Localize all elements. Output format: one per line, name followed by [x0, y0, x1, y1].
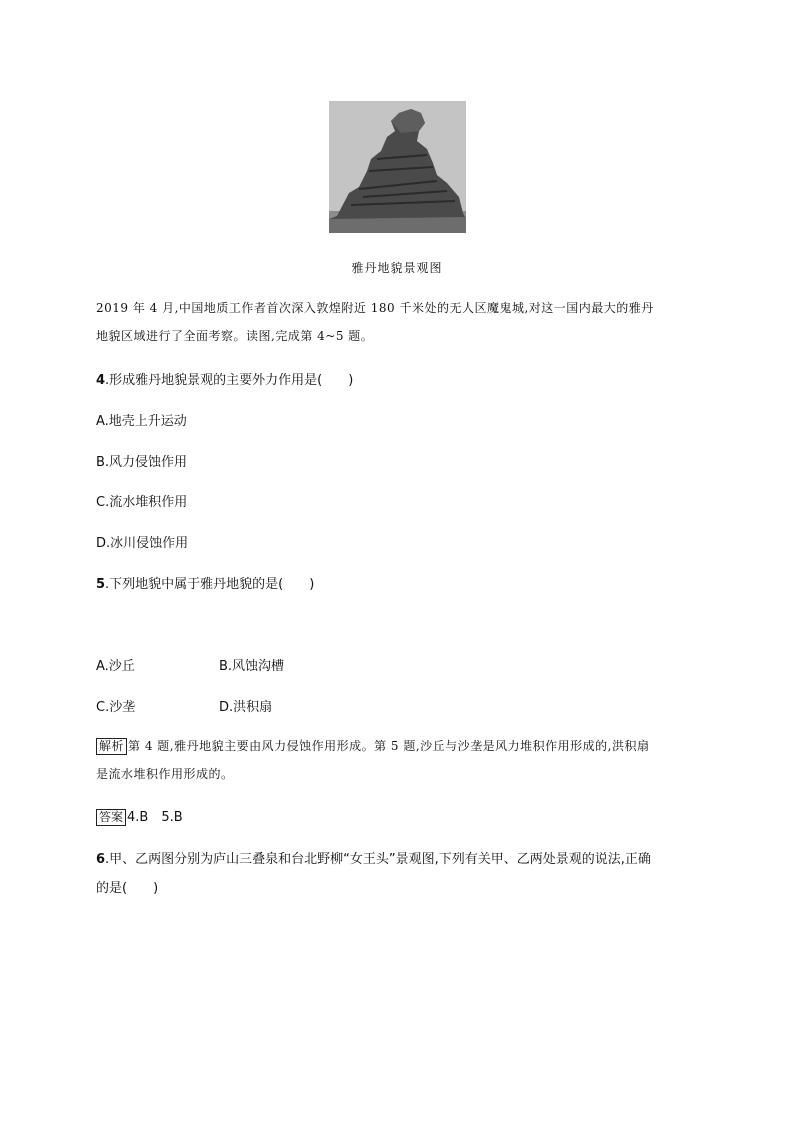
q5-option-d: D.洪积扇: [219, 700, 273, 715]
question-6-line-1: [96, 845, 700, 874]
intro-paragraph: [96, 294, 700, 350]
analysis-block: [96, 732, 700, 788]
yardang-rock-icon: [329, 101, 466, 233]
yardang-landform-photo: [329, 101, 466, 233]
question-5-number: 5: [96, 577, 106, 592]
q4-option-c: C.流水堆积作用: [96, 495, 188, 510]
q4-option-d: D.冰川侵蚀作用: [96, 536, 189, 551]
answer-block: [96, 806, 183, 826]
analysis-text-1: 第 4 题,雅丹地貌主要由风力侵蚀作用形成。第 5 题,沙丘与沙垄是风力堆积作用形成的,洪积扇: [128, 739, 650, 753]
analysis-line-1: [96, 732, 700, 760]
answer-tag: 答案: [96, 809, 126, 826]
question-5-text: .下列地貌中属于雅丹地貌的是( ): [105, 577, 315, 592]
question-6-number: 6: [96, 852, 106, 867]
question-4-stem: [96, 369, 353, 388]
q4-option-a: A.地壳上升运动: [96, 414, 187, 429]
intro-line-2: 地貌区域进行了全面考察。读图,完成第 4~5 题。: [96, 329, 374, 343]
question-5-stem: [96, 573, 314, 592]
intro-line-1: 2019 年 4 月,中国地质工作者首次深入敦煌附近 180 千米处的无人区魔鬼城,对这一国内最大的雅丹: [96, 301, 654, 315]
q5-option-c: C.沙垄: [96, 700, 136, 715]
analysis-tag: 解析: [96, 738, 127, 755]
question-4-text: .形成雅丹地貌景观的主要外力作用是( ): [105, 373, 354, 388]
question-6-stem: [96, 845, 700, 903]
q5-option-a: A.沙丘: [96, 659, 135, 674]
q4-option-b: B.风力侵蚀作用: [96, 455, 188, 470]
answer-text: 4.B 5.B: [127, 810, 183, 825]
q5-option-b: B.风蚀沟槽: [219, 659, 285, 674]
question-6-text-1: .甲、乙两图分别为庐山三叠泉和台北野柳“女王头”景观图,下列有关甲、乙两处景观的说法,正确: [105, 852, 651, 867]
question-4-number: 4: [96, 373, 106, 388]
figure-caption: 雅丹地貌景观图: [351, 261, 443, 275]
question-6-line-2: 的是( ): [96, 881, 159, 896]
analysis-line-2: 是流水堆积作用形成的。: [96, 767, 234, 781]
